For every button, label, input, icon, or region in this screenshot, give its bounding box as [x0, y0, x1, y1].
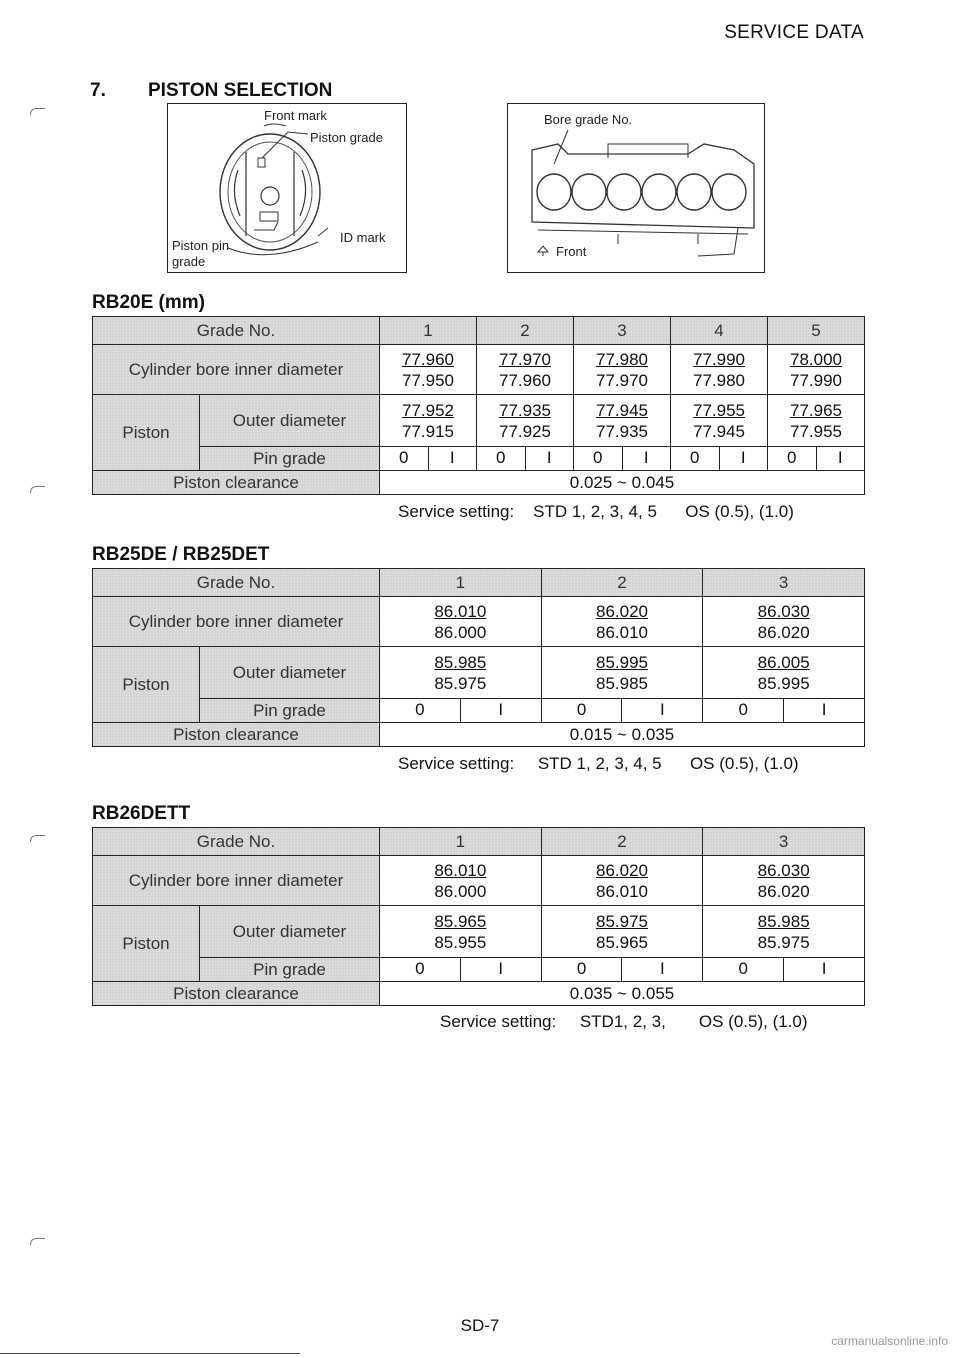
bore-grade-label: Bore grade No.	[544, 112, 633, 127]
outer-diameter-label: Outer diameter	[200, 647, 380, 699]
bore-min: 86.010	[595, 622, 648, 642]
bore-value	[671, 345, 768, 395]
bore-min: 86.010	[595, 881, 648, 901]
outer-value	[768, 395, 865, 447]
bore-min: 86.020	[757, 881, 810, 901]
pin-grade-0: 0	[768, 447, 817, 470]
bore-value	[768, 345, 865, 395]
bore-value	[380, 856, 542, 906]
piston-label: Piston	[93, 906, 200, 982]
outer-max: 85.985	[434, 652, 487, 672]
bore-max: 86.030	[757, 601, 810, 621]
outer-max: 86.005	[757, 652, 810, 672]
outer-max: 85.965	[434, 911, 487, 931]
piston-figure	[167, 103, 407, 273]
front-mark-label: Front mark	[264, 108, 327, 123]
bore-min: 86.000	[434, 622, 487, 642]
outer-value	[703, 906, 865, 958]
outer-max: 77.945	[596, 400, 648, 420]
pin-grade-0: 0	[542, 699, 623, 722]
margin-mark	[30, 108, 45, 115]
outer-value	[541, 647, 703, 699]
margin-mark	[30, 835, 45, 842]
pin-grade-label: Pin grade	[200, 958, 380, 982]
rb26dett-service-setting: Service setting: STD1, 2, 3, OS (0.5), (1.0)	[440, 1012, 808, 1031]
bore-min: 77.970	[596, 370, 648, 390]
outer-value	[671, 395, 768, 447]
pin-grade-1: I	[449, 448, 455, 467]
bore-max: 77.990	[693, 349, 745, 369]
pin-grade-label: Pin grade	[200, 699, 380, 723]
pin-grade-1: I	[498, 700, 504, 719]
pin-grade-cell	[380, 958, 542, 982]
bore-max: 77.980	[596, 349, 648, 369]
outer-min: 85.965	[595, 932, 648, 952]
bore-value	[380, 597, 542, 647]
pin-grade-1: I	[740, 448, 746, 467]
cylinder-bores	[537, 174, 746, 210]
outer-value	[574, 395, 671, 447]
bore-min: 86.000	[434, 881, 487, 901]
bore-max: 86.020	[595, 601, 648, 621]
grade-no-label: Grade No.	[93, 828, 380, 856]
rb26dett-table	[92, 827, 865, 1006]
section-title-text: PISTON SELECTION	[148, 80, 333, 101]
pin-grade-1: I	[821, 959, 827, 978]
grade: 3	[703, 828, 865, 856]
pin-grade-1: I	[660, 700, 665, 719]
outer-min: 85.955	[434, 932, 487, 952]
bottom-rule	[0, 1353, 300, 1354]
piston-label: Piston	[93, 647, 200, 723]
cylinder-bore-label: Cylinder bore inner diameter	[93, 597, 380, 647]
bore-max: 86.010	[434, 860, 487, 880]
bore-max: 86.020	[595, 860, 648, 880]
pin-grade-0: 0	[703, 958, 784, 981]
bore-min: 77.990	[790, 370, 842, 390]
pin-grade-cell	[671, 447, 768, 471]
piston-pin-label: Piston pin	[172, 238, 230, 253]
grade: 1	[380, 569, 542, 597]
rb25de-service-setting: Service setting: STD 1, 2, 3, 4, 5 OS (0.5), (1.0)	[398, 754, 799, 773]
bore-max: 78.000	[790, 349, 842, 369]
pin-grade-1: I	[498, 959, 504, 978]
pin-grade-cell	[768, 447, 865, 471]
front-label: Front	[556, 244, 587, 259]
page-header: SERVICE DATA	[724, 22, 864, 43]
bore-min: 77.950	[402, 370, 454, 390]
pin-grade-cell	[703, 699, 865, 723]
pin-grade-1: I	[643, 448, 649, 467]
cylinder-bore-label: Cylinder bore inner diameter	[93, 856, 380, 906]
outer-value	[380, 647, 542, 699]
outer-value	[380, 395, 477, 447]
outer-max: 77.952	[402, 400, 454, 420]
grade: 2	[477, 317, 574, 345]
bore-min: 86.020	[757, 622, 810, 642]
watermark: carmanualsonline.info	[831, 1334, 948, 1348]
bore-value	[703, 597, 865, 647]
grade: 4	[671, 317, 768, 345]
grade: 1	[380, 828, 542, 856]
bore-value	[541, 597, 703, 647]
outer-min: 77.925	[499, 421, 551, 441]
pin-grade-0: 0	[703, 699, 784, 722]
cylinder-block-figure	[507, 103, 765, 273]
outer-value	[380, 906, 542, 958]
bore-value	[541, 856, 703, 906]
outer-value	[703, 647, 865, 699]
pin-grade-0: 0	[380, 699, 461, 722]
pin-grade-1: I	[837, 448, 843, 467]
outer-max: 85.975	[595, 911, 648, 931]
grade: 2	[541, 828, 703, 856]
pin-grade-cell	[703, 958, 865, 982]
grade-no-label: Grade No.	[93, 317, 380, 345]
pin-grade-1: I	[660, 959, 665, 978]
bore-max: 77.970	[499, 349, 551, 369]
piston-grade-label: Piston grade	[310, 130, 383, 145]
clearance-value: 0.025 ~ 0.045	[380, 471, 865, 495]
outer-max: 77.965	[790, 400, 842, 420]
bore-max: 77.960	[402, 349, 454, 369]
outer-max: 77.935	[499, 400, 551, 420]
grade-no-label: Grade No.	[93, 569, 380, 597]
bore-max: 86.030	[757, 860, 810, 880]
clearance-label: Piston clearance	[93, 982, 380, 1006]
pin-grade-0: 0	[671, 447, 720, 470]
clearance-value: 0.035 ~ 0.055	[380, 982, 865, 1006]
outer-max: 85.995	[595, 652, 648, 672]
outer-min: 77.935	[596, 421, 648, 441]
rb20e-table	[92, 316, 865, 495]
bore-value	[574, 345, 671, 395]
grade: 3	[574, 317, 671, 345]
outer-diameter-label: Outer diameter	[200, 395, 380, 447]
piston-pin-grade-label: grade	[172, 254, 206, 269]
grade: 3	[703, 569, 865, 597]
section-title	[90, 80, 332, 102]
outer-min: 85.985	[595, 673, 648, 693]
bore-max: 86.010	[434, 601, 487, 621]
rb25de-heading: RB25DE / RB25DET	[92, 544, 270, 565]
margin-mark	[30, 1238, 45, 1245]
outer-min: 77.955	[790, 421, 842, 441]
pin-grade-0: 0	[380, 447, 429, 470]
clearance-label: Piston clearance	[93, 471, 380, 495]
rb26dett-heading: RB26DETT	[92, 803, 191, 824]
pin-grade-0: 0	[574, 447, 623, 470]
outer-max: 77.955	[693, 400, 745, 420]
pin-grade-cell	[574, 447, 671, 471]
grade: 1	[380, 317, 477, 345]
pin-grade-cell	[380, 447, 477, 471]
pin-grade-0: 0	[477, 447, 526, 470]
outer-max: 85.985	[757, 911, 810, 931]
piston-pin-hole	[261, 187, 279, 205]
piston-label: Piston	[93, 395, 200, 471]
clearance-label: Piston clearance	[93, 723, 380, 747]
clearance-value: 0.015 ~ 0.035	[380, 723, 865, 747]
page-number: SD-7	[460, 1316, 500, 1335]
cylinder-bore-label: Cylinder bore inner diameter	[93, 345, 380, 395]
grade: 2	[541, 569, 703, 597]
pin-grade-cell	[477, 447, 574, 471]
pin-grade-1: I	[546, 448, 552, 467]
bore-min: 77.960	[499, 370, 551, 390]
rb25de-table	[92, 568, 865, 747]
pin-grade-1: I	[821, 700, 827, 719]
pin-grade-label: Pin grade	[200, 447, 380, 471]
pin-grade-cell	[541, 699, 703, 723]
outer-min: 77.945	[693, 421, 745, 441]
pin-grade-cell	[541, 958, 703, 982]
bore-value	[477, 345, 574, 395]
outer-diameter-label: Outer diameter	[200, 906, 380, 958]
grade: 5	[768, 317, 865, 345]
pin-grade-0: 0	[380, 958, 461, 981]
outer-value	[477, 395, 574, 447]
outer-min: 77.915	[402, 421, 454, 441]
pin-grade-0: 0	[542, 958, 623, 981]
id-mark-label: ID mark	[340, 230, 386, 245]
bore-value	[703, 856, 865, 906]
outer-min: 85.975	[434, 673, 487, 693]
rb20e-service-setting: Service setting: STD 1, 2, 3, 4, 5 OS (0.5), (1.0)	[398, 502, 794, 521]
rb20e-heading: RB20E (mm)	[92, 292, 205, 313]
pin-grade-cell	[380, 699, 542, 723]
outer-min: 85.995	[757, 673, 810, 693]
margin-mark	[30, 486, 45, 493]
outer-min: 85.975	[757, 932, 810, 952]
section-number: 7.	[90, 80, 106, 101]
bore-min: 77.980	[693, 370, 745, 390]
outer-value	[541, 906, 703, 958]
bore-value	[380, 345, 477, 395]
